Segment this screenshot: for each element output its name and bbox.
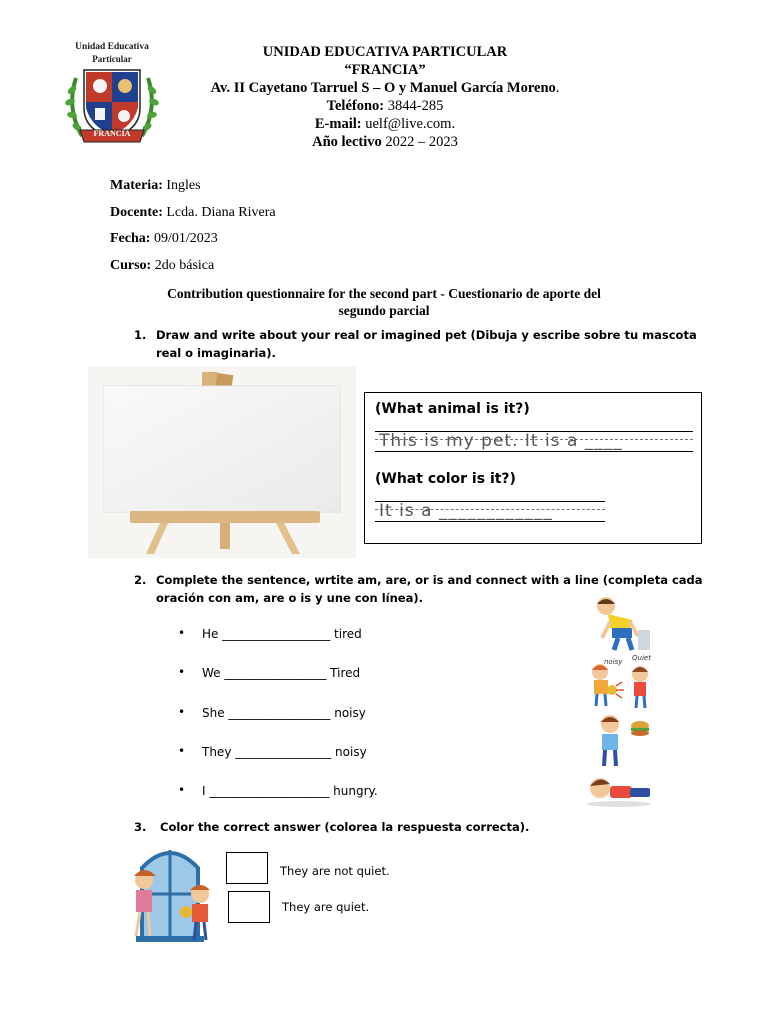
boy-lying-picture bbox=[584, 772, 654, 808]
school-year: Año lectivo 2022 – 2023 bbox=[312, 134, 458, 150]
q3-number: 3. bbox=[134, 820, 147, 834]
kids-window-picture bbox=[124, 842, 222, 944]
q3-instructions: Color the correct answer (colorea la respuesta correcta). bbox=[160, 820, 530, 834]
answer-box-not-quiet[interactable] bbox=[226, 852, 268, 884]
course-field: Curso: 2do básica bbox=[110, 258, 215, 273]
subject-field: Materia: Ingles bbox=[110, 178, 201, 193]
sentence-3: She _________________ noisy bbox=[202, 706, 366, 720]
q2-number: 2. bbox=[134, 573, 147, 587]
school-name: UNIDAD EDUCATIVA PARTICULAR bbox=[262, 44, 508, 60]
color-trace-text: It is a ____________ bbox=[379, 501, 553, 521]
school-logo: FRANCIA Unidad Educativa Particular bbox=[62, 38, 162, 146]
quiet-label: Quiet bbox=[632, 654, 651, 662]
animal-trace-text: This is my pet. It is a ____ bbox=[379, 431, 623, 451]
questionnaire-title: Contribution questionnaire for the second part - Cuestionario de aporte del segundo parcial bbox=[167, 286, 601, 318]
color-question-label: (What color is it?) bbox=[375, 471, 516, 487]
sentence-2: We _________________ Tired bbox=[202, 666, 361, 680]
noisy-label: noisy bbox=[604, 658, 623, 666]
sentence-4: They ________________ noisy bbox=[202, 745, 367, 759]
school-email: E-mail: uelf@live.com. bbox=[314, 116, 456, 132]
option-quiet: They are quiet. bbox=[282, 900, 370, 914]
school-address: Av. II Cayetano Tarruel S – O y Manuel García Moreno bbox=[210, 80, 556, 96]
school-phone: Teléfono: 3844-285 bbox=[326, 98, 444, 114]
animal-writing-lines bbox=[375, 429, 693, 455]
color-writing-lines bbox=[375, 499, 605, 525]
hungry-boy-picture bbox=[592, 712, 656, 768]
answer-box-quiet[interactable] bbox=[228, 891, 270, 923]
noisy-quiet-kids-picture bbox=[586, 656, 656, 710]
q1-instructions: Draw and write about your real or imagined pet (Dibuja y escribe sobre tu mascota real o imaginaria). bbox=[156, 328, 697, 360]
sentence-5: I ____________________ hungry. bbox=[202, 784, 378, 798]
date-field: Fecha: 09/01/2023 bbox=[110, 231, 218, 246]
q1-number: 1. bbox=[134, 328, 147, 342]
tired-boy-picture bbox=[588, 592, 652, 652]
animal-question-label: (What animal is it?) bbox=[375, 401, 530, 417]
pet-answer-box bbox=[364, 392, 702, 544]
sentence-1: He __________________ tired bbox=[202, 627, 362, 641]
teacher-field: Docente: Lcda. Diana Rivera bbox=[110, 205, 276, 220]
q2-instructions: Complete the sentence, wrtite am, are, or is and connect with a line (completa cada oración con am, are o is y une con línea). bbox=[156, 573, 703, 605]
canvas-easel-image bbox=[88, 366, 356, 558]
option-not-quiet: They are not quiet. bbox=[280, 864, 390, 878]
school-subname: “FRANCIA” bbox=[344, 62, 426, 78]
